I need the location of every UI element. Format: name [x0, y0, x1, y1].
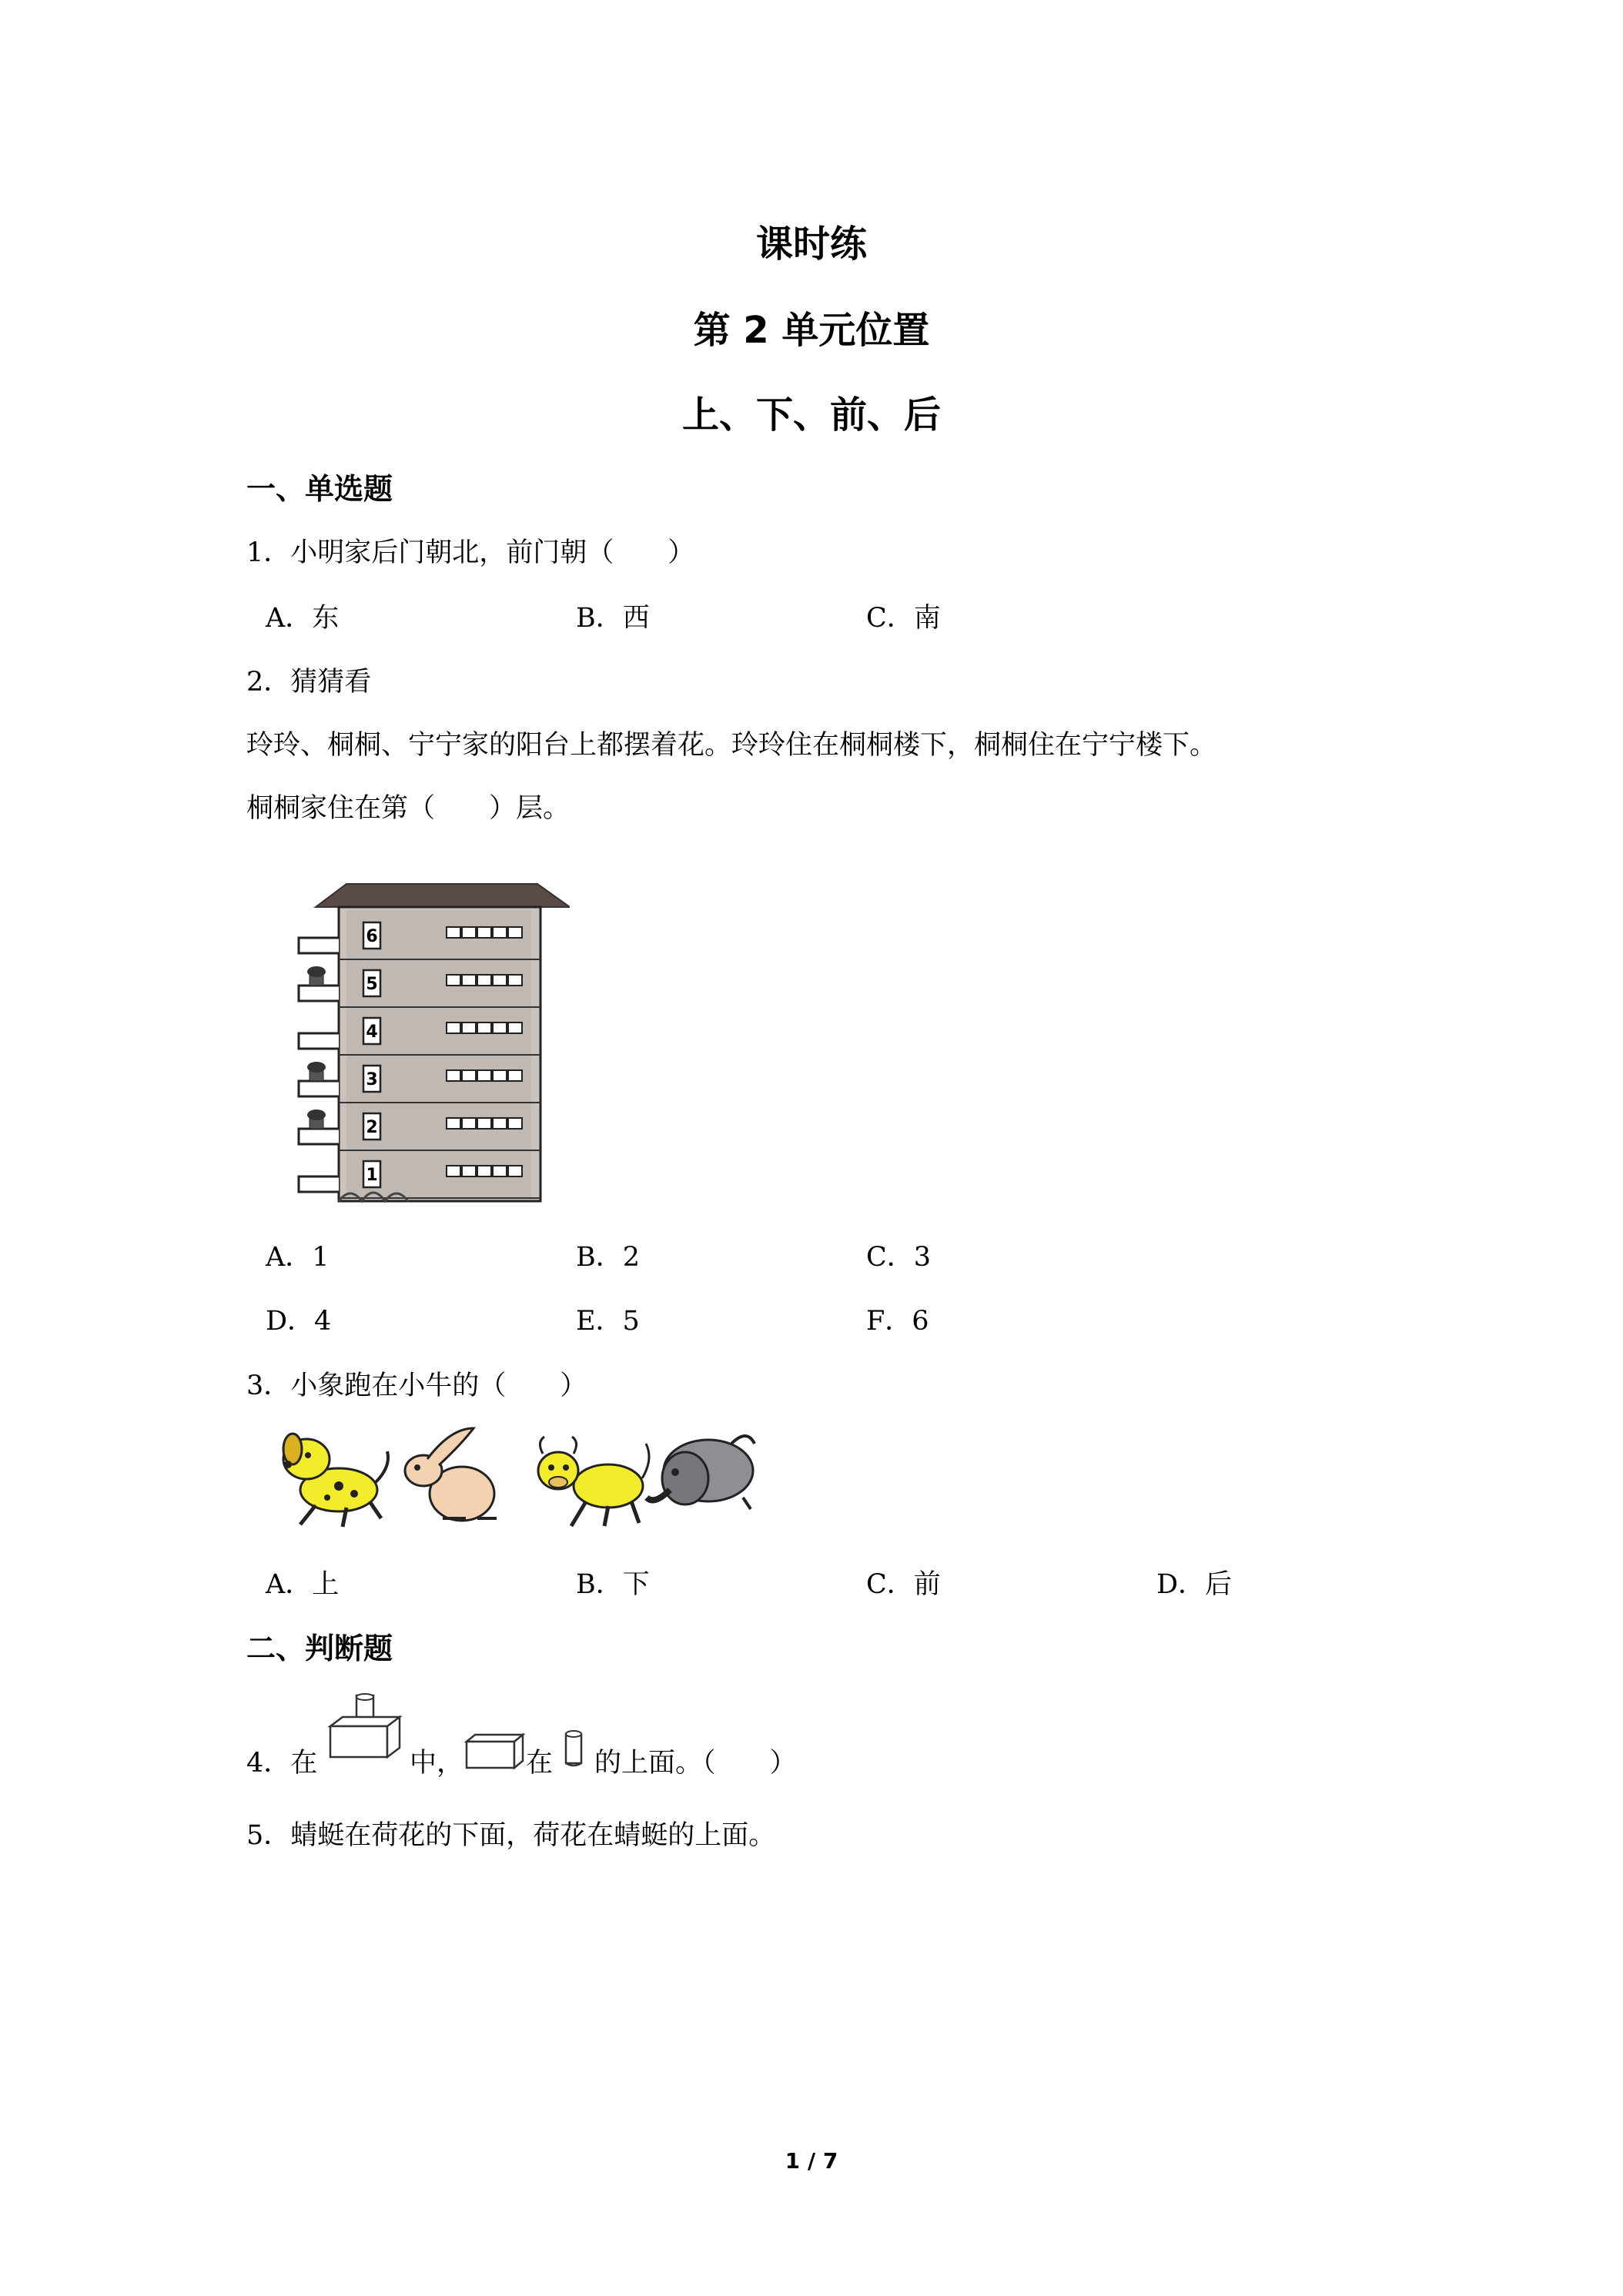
- lesson-title: 上、下、前、后: [681, 393, 941, 437]
- q2-option-f[interactable]: F．6: [866, 1306, 929, 1337]
- question-2-title: 2．猜猜看: [246, 667, 372, 698]
- question-3-text: 3．小象跑在小牛的（ ）: [246, 1371, 587, 1401]
- ox-icon: [538, 1437, 649, 1526]
- question-4-mid2: 在: [526, 1748, 554, 1779]
- floor-label: 3: [366, 1070, 378, 1089]
- section-heading-true-false: 二、判断题: [246, 1632, 393, 1665]
- box-with-cylinder-icon: [327, 1692, 404, 1762]
- cylinder-icon: [563, 1729, 586, 1768]
- question-1-text: 1．小明家后门朝北，前门朝（ ）: [246, 537, 695, 568]
- q3-option-d[interactable]: D．后: [1156, 1569, 1233, 1600]
- floor-label: 6: [366, 927, 378, 946]
- q2-option-d[interactable]: D．4: [266, 1306, 332, 1337]
- elephant-icon: [647, 1436, 755, 1509]
- q1-option-c[interactable]: C．南: [866, 603, 941, 634]
- box-icon: [464, 1732, 526, 1771]
- question-5-text: 5．蜻蜓在荷花的下面，荷花在蜻蜓的上面。: [246, 1820, 776, 1851]
- question-4-prefix: 4．在: [246, 1748, 318, 1779]
- floor-label: 5: [366, 975, 378, 994]
- question-2-line2: 桐桐家住在第（ ）层。: [246, 793, 571, 824]
- dog-icon: [283, 1434, 388, 1527]
- q1-option-b[interactable]: B．西: [576, 603, 650, 634]
- unit-title: 第 2 单元位置: [693, 309, 930, 352]
- building-illustration: [293, 878, 570, 1205]
- animals-illustration: [269, 1417, 770, 1532]
- page-number: 1 / 7: [785, 2148, 838, 2174]
- question-2-line1: 玲玲、桐桐、宁宁家的阳台上都摆着花。玲玲住在桐桐楼下，桐桐住在宁宁楼下。: [246, 730, 1217, 761]
- section-heading-single-choice: 一、单选题: [246, 472, 393, 506]
- floor-label: 2: [366, 1118, 378, 1137]
- page-title: 课时练: [755, 223, 867, 266]
- q3-option-a[interactable]: A．上: [266, 1569, 340, 1600]
- q2-option-b[interactable]: B．2: [576, 1242, 640, 1273]
- q3-option-b[interactable]: B．下: [576, 1569, 650, 1600]
- q2-option-e[interactable]: E．5: [576, 1306, 640, 1337]
- q2-option-c[interactable]: C．3: [866, 1242, 932, 1273]
- q1-option-a[interactable]: A．东: [266, 603, 340, 634]
- question-4-suffix: 的上面。（ ）: [594, 1748, 797, 1779]
- rabbit-icon: [405, 1428, 497, 1521]
- question-4-mid1: 中，: [410, 1748, 464, 1779]
- floor-label: 4: [366, 1022, 378, 1042]
- floor-label: 1: [366, 1166, 378, 1185]
- q3-option-c[interactable]: C．前: [866, 1569, 941, 1600]
- q2-option-a[interactable]: A．1: [266, 1242, 330, 1273]
